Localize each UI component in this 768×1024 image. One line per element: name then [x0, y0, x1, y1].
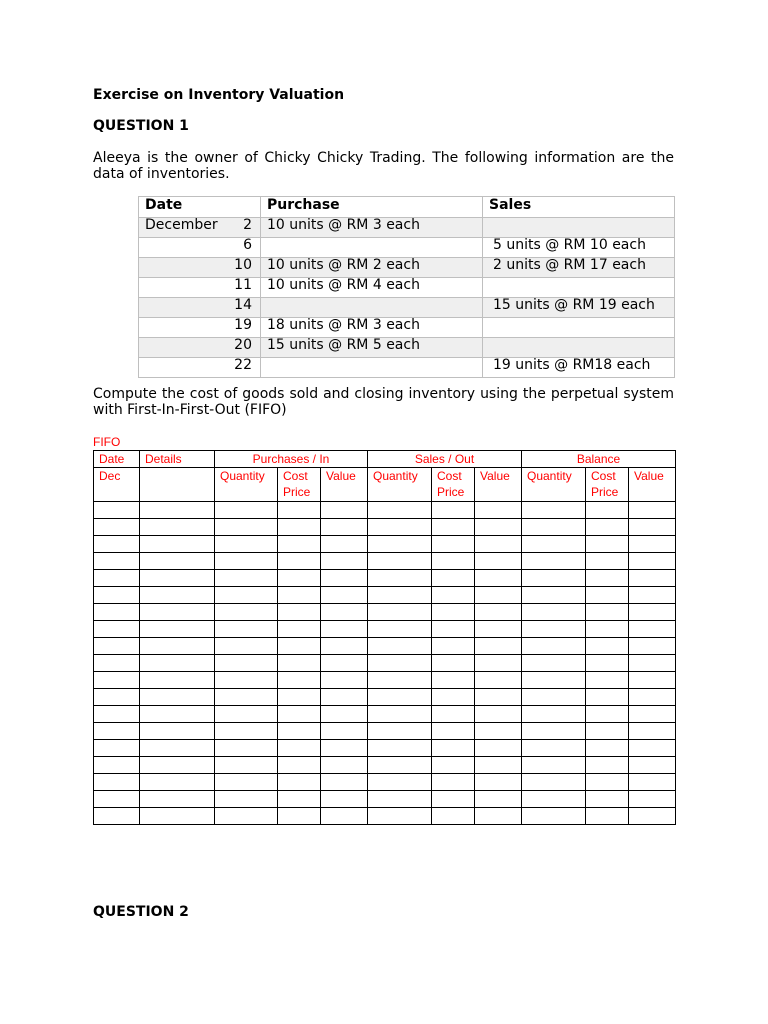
inventory-sales-cell: [483, 338, 675, 358]
fifo-ledger-cell: [321, 774, 368, 791]
inventory-sales-cell: [483, 278, 675, 298]
fifo-ledger-cell: [629, 553, 676, 570]
fifo-ledger-cell: [94, 740, 140, 757]
inventory-date-cell: [139, 358, 261, 378]
fifo-ledger-row: [94, 740, 676, 757]
fifo-ledger-cell: [278, 774, 321, 791]
fifo-ledger-cell: [278, 706, 321, 723]
fifo-ledger-row: [94, 757, 676, 774]
fifo-details-header: Details: [140, 451, 215, 468]
fifo-ledger-cell: [140, 791, 215, 808]
fifo-ledger-cell: [94, 791, 140, 808]
inventory-day: 19: [234, 317, 252, 333]
inventory-purchase-cell: 18 units @ RM 3 each: [261, 318, 483, 338]
fifo-ledger-cell: [586, 723, 629, 740]
fifo-ledger-cell: [475, 672, 522, 689]
fifo-ledger-cell: [140, 621, 215, 638]
fifo-ledger-cell: [94, 621, 140, 638]
fifo-sales-header: Sales / Out: [368, 451, 522, 468]
fifo-ledger-cell: [278, 502, 321, 519]
fifo-ledger-row: [94, 689, 676, 706]
fifo-ledger-cell: [629, 519, 676, 536]
fifo-ledger-cell: [432, 757, 475, 774]
fifo-ledger-cell: [368, 757, 432, 774]
fifo-ledger-cell: [94, 570, 140, 587]
fifo-ledger-cell: [475, 706, 522, 723]
fifo-ledger-cell: [629, 587, 676, 604]
fifo-ledger-cell: [94, 672, 140, 689]
fifo-ledger-row: [94, 655, 676, 672]
fifo-ledger-cell: [475, 723, 522, 740]
fifo-ledger-cell: [586, 570, 629, 587]
fifo-out-cost-header: Cost Price: [432, 468, 475, 502]
fifo-ledger-cell: [368, 553, 432, 570]
fifo-ledger-row: [94, 570, 676, 587]
question-1-heading: QUESTION 1: [93, 118, 189, 134]
inventory-row: [139, 218, 675, 238]
fifo-ledger-cell: [94, 519, 140, 536]
fifo-ledger-cell: [321, 723, 368, 740]
fifo-ledger-cell: [321, 740, 368, 757]
fifo-ledger-cell: [432, 740, 475, 757]
fifo-ledger-cell: [140, 706, 215, 723]
inventory-sales-cell: [483, 318, 675, 338]
fifo-ledger-cell: [629, 740, 676, 757]
fifo-ledger-cell: [215, 519, 278, 536]
fifo-ledger-cell: [586, 604, 629, 621]
fifo-ledger-cell: [140, 740, 215, 757]
inventory-purchase-cell: 10 units @ RM 4 each: [261, 278, 483, 298]
fifo-ledger-cell: [432, 621, 475, 638]
header-purchase: Purchase: [261, 197, 483, 218]
fifo-ledger-cell: [215, 570, 278, 587]
fifo-month-header: Dec: [94, 468, 140, 502]
fifo-ledger-cell: [586, 774, 629, 791]
fifo-ledger-cell: [522, 638, 586, 655]
fifo-purchases-header: Purchases / In: [215, 451, 368, 468]
fifo-ledger-cell: [94, 757, 140, 774]
fifo-ledger-cell: [278, 757, 321, 774]
fifo-ledger-cell: [475, 604, 522, 621]
fifo-in-value-header: Value: [321, 468, 368, 502]
inventory-date-cell: [139, 218, 261, 238]
fifo-ledger-cell: [278, 740, 321, 757]
fifo-ledger-cell: [215, 638, 278, 655]
fifo-ledger-row: [94, 553, 676, 570]
fifo-ledger-cell: [140, 689, 215, 706]
fifo-header-row-1: [94, 451, 676, 468]
fifo-ledger-cell: [432, 672, 475, 689]
fifo-ledger-cell: [629, 774, 676, 791]
inventory-day: 11: [234, 277, 252, 293]
fifo-header-row-2: [94, 468, 676, 502]
inventory-day: 6: [243, 237, 252, 253]
fifo-balance-header: Balance: [522, 451, 676, 468]
fifo-ledger-cell: [475, 621, 522, 638]
inventory-sales-cell: 5 units @ RM 10 each: [483, 238, 675, 258]
fifo-ledger-cell: [94, 774, 140, 791]
inventory-row: [139, 338, 675, 358]
fifo-ledger-cell: [215, 604, 278, 621]
fifo-ledger-cell: [140, 502, 215, 519]
fifo-ledger-cell: [629, 621, 676, 638]
fifo-ledger-cell: [586, 553, 629, 570]
inventory-day: 20: [234, 337, 252, 353]
fifo-ledger-cell: [475, 502, 522, 519]
header-date: Date: [139, 197, 261, 218]
fifo-ledger-cell: [629, 791, 676, 808]
fifo-ledger-cell: [215, 706, 278, 723]
fifo-ledger-cell: [321, 672, 368, 689]
inventory-date-cell: [139, 278, 261, 298]
fifo-ledger-cell: [522, 808, 586, 825]
fifo-ledger-row: [94, 774, 676, 791]
fifo-ledger-cell: [368, 519, 432, 536]
fifo-ledger-cell: [140, 808, 215, 825]
fifo-ledger-row: [94, 723, 676, 740]
fifo-ledger-cell: [94, 502, 140, 519]
inventory-month: December: [145, 217, 218, 233]
fifo-ledger-cell: [629, 757, 676, 774]
fifo-ledger-cell: [586, 791, 629, 808]
fifo-ledger-cell: [321, 757, 368, 774]
fifo-ledger-cell: [278, 808, 321, 825]
fifo-ledger-cell: [586, 672, 629, 689]
fifo-ledger-cell: [368, 689, 432, 706]
fifo-ledger-cell: [321, 536, 368, 553]
compute-instruction: Compute the cost of goods sold and closing inventory using the perpetual system with First-In-First-Out (FIFO): [93, 386, 674, 418]
fifo-ledger-row: [94, 672, 676, 689]
fifo-ledger-cell: [432, 689, 475, 706]
fifo-ledger-cell: [140, 519, 215, 536]
fifo-ledger-cell: [140, 587, 215, 604]
fifo-date-header: Date: [94, 451, 140, 468]
fifo-ledger-cell: [215, 553, 278, 570]
fifo-ledger-cell: [368, 502, 432, 519]
inventory-day: 2: [243, 217, 252, 233]
inventory-day: 10: [234, 257, 252, 273]
fifo-ledger-cell: [586, 587, 629, 604]
fifo-ledger-cell: [278, 536, 321, 553]
inventory-date-cell: [139, 238, 261, 258]
fifo-ledger-cell: [140, 604, 215, 621]
fifo-ledger-cell: [94, 723, 140, 740]
fifo-ledger-cell: [522, 791, 586, 808]
fifo-ledger-cell: [321, 706, 368, 723]
fifo-bal-quantity-header: Quantity: [522, 468, 586, 502]
document-title: Exercise on Inventory Valuation: [93, 87, 345, 103]
fifo-ledger-cell: [432, 536, 475, 553]
fifo-ledger-cell: [475, 655, 522, 672]
fifo-ledger-row: [94, 587, 676, 604]
fifo-ledger-cell: [629, 672, 676, 689]
fifo-in-quantity-header: Quantity: [215, 468, 278, 502]
fifo-ledger-cell: [629, 570, 676, 587]
fifo-out-quantity-header: Quantity: [368, 468, 432, 502]
fifo-ledger-cell: [586, 808, 629, 825]
fifo-ledger-cell: [94, 587, 140, 604]
question-1-intro: Aleeya is the owner of Chicky Chicky Trading. The following information are the data of inventories.: [93, 150, 674, 182]
fifo-ledger-cell: [522, 723, 586, 740]
fifo-ledger-row: [94, 604, 676, 621]
fifo-ledger-cell: [140, 774, 215, 791]
fifo-ledger-cell: [475, 689, 522, 706]
fifo-ledger-cell: [94, 604, 140, 621]
fifo-ledger-cell: [629, 638, 676, 655]
fifo-ledger-cell: [368, 621, 432, 638]
fifo-ledger-cell: [368, 536, 432, 553]
fifo-ledger-cell: [321, 808, 368, 825]
fifo-ledger-cell: [586, 740, 629, 757]
inventory-row: [139, 258, 675, 278]
fifo-bal-cost-header: Cost Price: [586, 468, 629, 502]
inventory-purchase-cell: [261, 238, 483, 258]
fifo-ledger-cell: [140, 723, 215, 740]
fifo-ledger-cell: [522, 774, 586, 791]
fifo-ledger-cell: [215, 672, 278, 689]
inventory-date-cell: [139, 338, 261, 358]
fifo-ledger-cell: [368, 706, 432, 723]
fifo-ledger-cell: [278, 791, 321, 808]
fifo-ledger-cell: [432, 723, 475, 740]
fifo-ledger-cell: [522, 502, 586, 519]
fifo-ledger-cell: [94, 706, 140, 723]
fifo-ledger-cell: [432, 655, 475, 672]
fifo-ledger-cell: [522, 519, 586, 536]
fifo-ledger-cell: [278, 570, 321, 587]
question-2-heading: QUESTION 2: [93, 904, 189, 920]
fifo-ledger-cell: [586, 706, 629, 723]
fifo-ledger-cell: [215, 774, 278, 791]
fifo-ledger-cell: [522, 672, 586, 689]
fifo-ledger-cell: [475, 791, 522, 808]
fifo-ledger-cell: [522, 587, 586, 604]
inventory-day: 22: [234, 357, 252, 373]
inventory-sales-cell: 19 units @ RM18 each: [483, 358, 675, 378]
inventory-sales-cell: 2 units @ RM 17 each: [483, 258, 675, 278]
fifo-ledger-cell: [321, 621, 368, 638]
fifo-ledger-cell: [368, 570, 432, 587]
inventory-sales-cell: [483, 218, 675, 238]
fifo-ledger-cell: [368, 604, 432, 621]
fifo-ledger-row: [94, 706, 676, 723]
fifo-ledger-cell: [522, 604, 586, 621]
fifo-ledger-cell: [278, 723, 321, 740]
fifo-ledger-cell: [140, 553, 215, 570]
fifo-ledger-cell: [475, 553, 522, 570]
fifo-ledger-cell: [432, 587, 475, 604]
fifo-ledger-cell: [522, 621, 586, 638]
fifo-details-blank: [140, 468, 215, 502]
fifo-ledger-cell: [522, 570, 586, 587]
inventory-table-header: [139, 197, 675, 218]
fifo-ledger-cell: [586, 621, 629, 638]
fifo-ledger-cell: [278, 604, 321, 621]
fifo-ledger-cell: [522, 689, 586, 706]
fifo-ledger-cell: [215, 621, 278, 638]
inventory-purchase-cell: [261, 298, 483, 318]
fifo-ledger-cell: [321, 519, 368, 536]
fifo-ledger-cell: [432, 519, 475, 536]
fifo-ledger-cell: [629, 604, 676, 621]
header-sales: Sales: [483, 197, 675, 218]
fifo-ledger-cell: [522, 706, 586, 723]
inventory-row: [139, 238, 675, 258]
fifo-ledger-cell: [215, 502, 278, 519]
fifo-ledger-cell: [432, 570, 475, 587]
fifo-ledger-cell: [140, 570, 215, 587]
fifo-ledger-cell: [475, 587, 522, 604]
fifo-ledger-cell: [432, 604, 475, 621]
fifo-ledger-cell: [215, 587, 278, 604]
fifo-ledger-cell: [475, 774, 522, 791]
inventory-purchase-cell: [261, 358, 483, 378]
fifo-ledger-cell: [475, 740, 522, 757]
fifo-bal-value-header: Value: [629, 468, 676, 502]
fifo-ledger-cell: [586, 536, 629, 553]
fifo-ledger-row: [94, 638, 676, 655]
fifo-ledger-cell: [368, 723, 432, 740]
inventory-date-cell: [139, 298, 261, 318]
fifo-ledger-cell: [278, 672, 321, 689]
fifo-ledger-cell: [278, 655, 321, 672]
fifo-ledger-cell: [368, 774, 432, 791]
inventory-purchase-cell: 10 units @ RM 2 each: [261, 258, 483, 278]
inventory-row: [139, 318, 675, 338]
fifo-ledger-cell: [629, 536, 676, 553]
fifo-ledger-cell: [215, 689, 278, 706]
fifo-ledger-cell: [432, 638, 475, 655]
fifo-ledger-cell: [586, 655, 629, 672]
inventory-purchase-cell: 10 units @ RM 3 each: [261, 218, 483, 238]
fifo-ledger-cell: [586, 519, 629, 536]
fifo-ledger-cell: [278, 638, 321, 655]
fifo-label: FIFO: [93, 435, 121, 449]
fifo-ledger-cell: [321, 553, 368, 570]
fifo-ledger-cell: [522, 740, 586, 757]
fifo-ledger-cell: [94, 553, 140, 570]
inventory-day: 14: [234, 297, 252, 313]
inventory-date-cell: [139, 258, 261, 278]
fifo-ledger-cell: [475, 757, 522, 774]
fifo-ledger-cell: [432, 706, 475, 723]
fifo-ledger-cell: [321, 791, 368, 808]
fifo-ledger-cell: [368, 672, 432, 689]
fifo-ledger-cell: [586, 638, 629, 655]
fifo-ledger-cell: [140, 655, 215, 672]
fifo-ledger-cell: [321, 655, 368, 672]
fifo-ledger-cell: [475, 638, 522, 655]
fifo-ledger-cell: [432, 791, 475, 808]
fifo-ledger-cell: [94, 638, 140, 655]
fifo-ledger-cell: [475, 570, 522, 587]
fifo-ledger-cell: [94, 655, 140, 672]
fifo-ledger-cell: [432, 774, 475, 791]
fifo-ledger-cell: [522, 536, 586, 553]
fifo-ledger-cell: [140, 638, 215, 655]
fifo-ledger-cell: [432, 553, 475, 570]
fifo-ledger-cell: [586, 689, 629, 706]
fifo-ledger-row: [94, 621, 676, 638]
fifo-ledger-row: [94, 536, 676, 553]
fifo-ledger-cell: [586, 757, 629, 774]
fifo-ledger-cell: [522, 553, 586, 570]
inventory-date-cell: [139, 318, 261, 338]
fifo-ledger-cell: [321, 570, 368, 587]
fifo-ledger-cell: [368, 740, 432, 757]
fifo-ledger-cell: [278, 689, 321, 706]
fifo-ledger-cell: [321, 502, 368, 519]
fifo-ledger-cell: [629, 723, 676, 740]
fifo-ledger-cell: [215, 723, 278, 740]
fifo-ledger-cell: [140, 757, 215, 774]
fifo-ledger-cell: [629, 808, 676, 825]
fifo-ledger-row: [94, 502, 676, 519]
fifo-ledger-cell: [321, 604, 368, 621]
fifo-ledger-cell: [215, 791, 278, 808]
fifo-ledger-table: [93, 450, 676, 825]
inventory-row: [139, 358, 675, 378]
fifo-ledger-cell: [522, 655, 586, 672]
fifo-out-value-header: Value: [475, 468, 522, 502]
fifo-ledger-cell: [368, 638, 432, 655]
fifo-ledger-cell: [140, 672, 215, 689]
fifo-ledger-cell: [215, 655, 278, 672]
fifo-ledger-cell: [475, 536, 522, 553]
fifo-ledger-cell: [475, 808, 522, 825]
fifo-in-cost-header: Cost Price: [278, 468, 321, 502]
fifo-ledger-cell: [278, 553, 321, 570]
fifo-ledger-cell: [586, 502, 629, 519]
fifo-ledger-cell: [278, 587, 321, 604]
fifo-ledger-cell: [321, 689, 368, 706]
fifo-ledger-cell: [215, 740, 278, 757]
fifo-ledger-cell: [522, 757, 586, 774]
fifo-ledger-cell: [368, 808, 432, 825]
fifo-ledger-cell: [140, 536, 215, 553]
fifo-ledger-cell: [94, 536, 140, 553]
fifo-ledger-cell: [321, 638, 368, 655]
fifo-ledger-row: [94, 519, 676, 536]
fifo-ledger-cell: [368, 587, 432, 604]
fifo-ledger-cell: [278, 519, 321, 536]
fifo-ledger-cell: [629, 706, 676, 723]
fifo-ledger-cell: [215, 757, 278, 774]
fifo-ledger-cell: [368, 655, 432, 672]
inventory-sales-cell: 15 units @ RM 19 each: [483, 298, 675, 318]
fifo-ledger-cell: [475, 519, 522, 536]
fifo-ledger-row: [94, 808, 676, 825]
fifo-ledger-cell: [94, 808, 140, 825]
fifo-ledger-cell: [321, 587, 368, 604]
fifo-ledger-cell: [629, 655, 676, 672]
inventory-purchase-cell: 15 units @ RM 5 each: [261, 338, 483, 358]
inventory-data-table: [138, 196, 675, 378]
inventory-row: [139, 298, 675, 318]
fifo-ledger-cell: [432, 502, 475, 519]
fifo-ledger-cell: [278, 621, 321, 638]
fifo-ledger-cell: [432, 808, 475, 825]
fifo-ledger-cell: [94, 689, 140, 706]
fifo-ledger-cell: [368, 791, 432, 808]
fifo-ledger-cell: [629, 689, 676, 706]
inventory-row: [139, 278, 675, 298]
fifo-ledger-cell: [629, 502, 676, 519]
fifo-ledger-row: [94, 791, 676, 808]
fifo-ledger-cell: [215, 536, 278, 553]
fifo-ledger-cell: [215, 808, 278, 825]
